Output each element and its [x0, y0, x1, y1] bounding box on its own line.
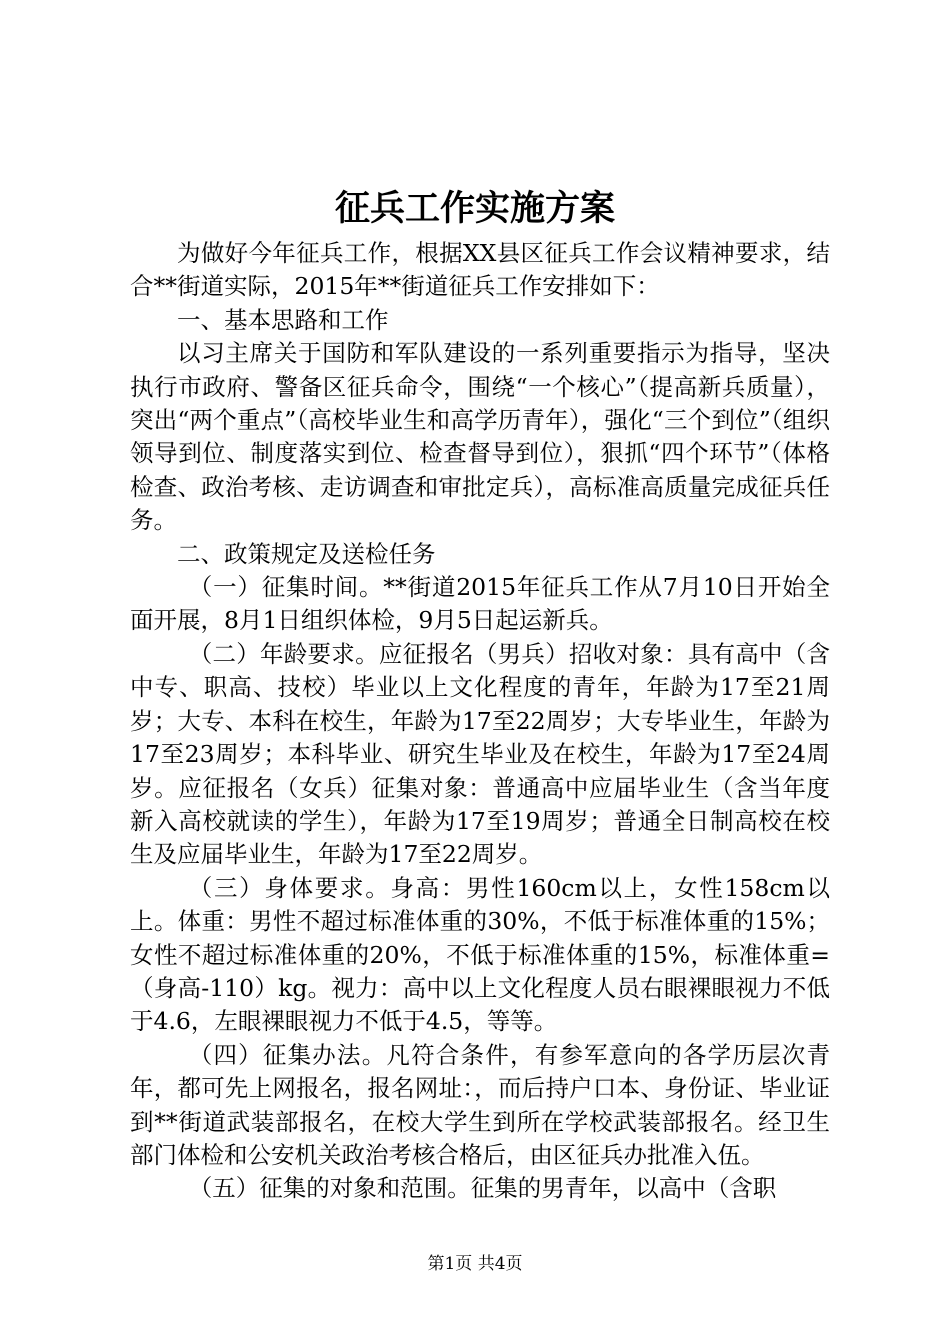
- paragraph-recruit-scope: （五）征集的对象和范围。征集的男青年，以高中（含职: [188, 1174, 777, 1203]
- section-heading-1: 一、基本思路和工作: [177, 305, 389, 334]
- paragraph-age-requirement: （二）年龄要求。应征报名（男兵）招收对象：具有高中（含中专、职高、技校）毕业以上文化程度的青年，年龄为17至21周岁；大专、本科在校生，年龄为17至22周岁；大专毕业生，年龄为17至23周岁；本科毕业、研究生毕业及在校生，年龄为17至24周岁。应征报名（女兵）征集对象：普通高中应届毕业生（含当年度新入高校就读的学生），年龄为17至19周岁；普通全日制高校在校生及应届毕业生，年龄为17至22周岁。: [130, 639, 830, 869]
- paragraph-recruit-time: （一）征集时间。**街道2015年征兵工作从7月10日开始全面开展，8月1日组织体检，9月5日起运新兵。: [130, 573, 830, 635]
- page-number-footer: 第1页 共4页: [427, 1254, 523, 1274]
- document-body: [130, 237, 830, 1206]
- paragraph-physical-requirement: （三）身体要求。身高：男性160cm以上，女性158cm以上。体重：男性不超过标准体重的30%，不低于标准体重的15%；女性不超过标准体重的20%，不低于标准体重的15%，标准体重=（身高-110）kg。视力：高中以上文化程度人员右眼裸眼视力不低于4.6，左眼裸眼视力不低于4.5，等等。: [130, 873, 830, 1036]
- paragraph-intro: 为做好今年征兵工作，根据XX县区征兵工作会议精神要求，结合**街道实际，2015年**街道征兵工作安排如下：: [130, 239, 830, 301]
- document-title: 征兵工作实施方案: [334, 188, 615, 229]
- section-heading-2: 二、政策规定及送检任务: [177, 539, 436, 568]
- paragraph-recruit-method: （四）征集办法。凡符合条件，有参军意向的各学历层次青年，都可先上网报名，报名网址：，而后持户口本、身份证、毕业证到**街道武装部报名，在校大学生到所在学校武装部报名。经卫生部门体检和公安机关政治考核合格后，由区征兵办批准入伍。: [130, 1040, 830, 1169]
- paragraph-guiding-idea: 以习主席关于国防和军队建设的一系列重要指示为指导，坚决执行市政府、警备区征兵命令，围绕“一个核心”（提高新兵质量），突出“两个重点”（高校毕业生和高学历青年），强化“三个到位”（组织领导到位、制度落实到位、检查督导到位），狠抓“四个环节”（体格检查、政治考核、走访调查和审批定兵），高标准高质量完成征兵任务。: [130, 339, 830, 535]
